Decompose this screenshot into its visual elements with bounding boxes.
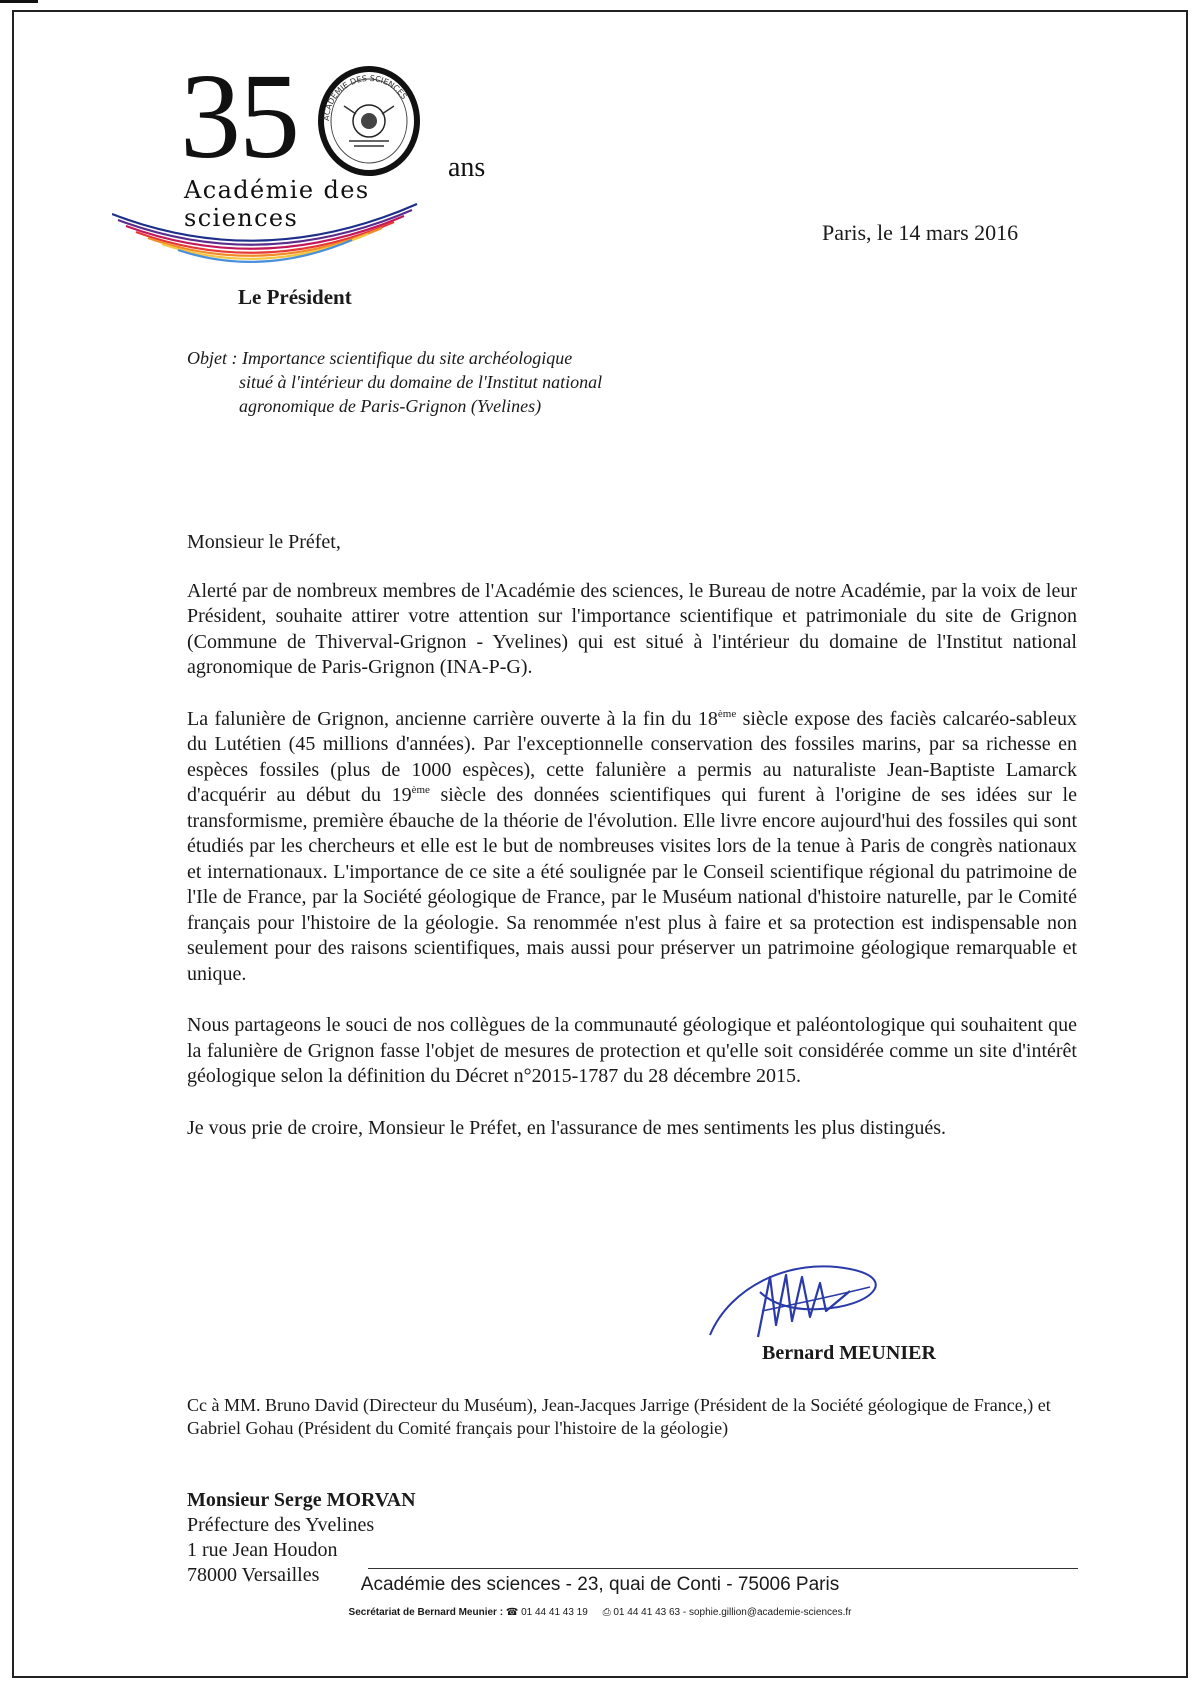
subject-line-1: Importance scientifique du site archéologique (241, 348, 573, 368)
subject-line-3: agronomique de Paris-Grignon (Yvelines) (239, 396, 542, 416)
paragraph-1: Alerté par de nombreux membres de l'Académie des sciences, le Bureau de notre Académie, par la voix de leur Président, souhaite attirer votre attention sur l'importance scientifique et patrimoniale du site de Grignon (Commune de Thiverval-Grignon - Yvelines) qui est situé à l'intérieur du domaine de l'Institut national agronomique de Paris-Grignon (INA-P-G). (187, 579, 1077, 678)
superscript-eme-1: ème (717, 707, 737, 720)
secretariat-email[interactable]: sophie.gillion@academie-sciences.fr (689, 1607, 852, 1618)
handwritten-signature (700, 1247, 920, 1357)
letter-date: Paris, le 14 mars 2016 (822, 220, 1019, 245)
paragraph-2-part-a: La falunière de Grignon, ancienne carrière ouverte à la fin du 18 (187, 707, 718, 730)
recipient-name: Monsieur Serge MORVAN (187, 1489, 416, 1511)
paragraph-3: Nous partageons le souci de nos collègues de la communauté géologique et paléontologique qui souhaitent que la falunière de Grignon fasse l'objet de mesures de protection et qu'elle soit considérée comme un site d'intérêt géologique selon la définition du Décret n°2015-1787 du 28 décembre 2015. (187, 1014, 1077, 1087)
paragraph-2-part-b: siècle expose des faciès calcaréo-sableux du Lutétien (45 millions d'années). Par l'exceptionnelle conservation des fossiles marins, par sa richesse en espèces fossiles (plus de 1000 espèces), cette falunière a permis au naturaliste Jean-Baptiste Lamarck d'acquérir au début du 19 (187, 707, 1077, 806)
logo-swoosh-icon (112, 202, 432, 272)
scan-corner-mark (0, 0, 38, 17)
logo-suffix: ans (448, 152, 486, 183)
logo-academy-name: Académie des sciences (184, 176, 370, 232)
recipient-line-2: 1 rue Jean Houdon (187, 1539, 338, 1561)
greeting: Monsieur le Préfet, (187, 531, 341, 553)
secretariat-label: Secrétariat de Bernard Meunier : (348, 1607, 504, 1618)
recipient-address (187, 1488, 416, 1588)
paragraph-2-part-c: siècle des données scientifiques qui furent à l'origine de ses idées sur le transformisme, première ébauche de la théorie de l'évolution. Elle livre encore aujourd'hui des fossiles qui sont étudiés par les chercheurs et elle est le but de nombreuses visites lors de la tenue à Paris de congrès nationaux et internationaux. L'importance de ce site a été soulignée par le Conseil scientifique régional du patrimoine de l'Ile de France, par la Société géologique de France, par le Muséum national d'histoire naturelle, par le Comité français pour l'histoire de la géologie. Sa renommée n'est plus à faire et sa protection est indispensable non seulement pour des raisons scientifiques, mais aussi pour préserver un patrimoine géologique remarquable et unique. (187, 784, 1077, 985)
subject-block (187, 346, 602, 418)
signatory-title: Le Président (238, 285, 352, 309)
academie-seal-icon (314, 66, 424, 176)
recipient-line-3: 78000 Versailles (187, 1564, 320, 1586)
footer-divider (368, 1568, 1078, 1569)
footer-contact: Secrétariat de Bernard Meunier : ☎ 01 44 41 43 19 ⎙ 01 44 41 43 63 - sophie.gillion@academie-sciences.fr (348, 1607, 852, 1618)
fax-number: 01 44 41 43 63 (613, 1607, 681, 1618)
subject-line-2: situé à l'intérieur du domaine de l'Institut national (239, 372, 603, 392)
logo-number: 35 (180, 49, 298, 184)
svg-text:ACADÉMIE DES SCIENCES: ACADÉMIE DES SCIENCES (321, 73, 409, 122)
fax-icon: ⎙ (602, 1607, 611, 1618)
phone-icon: ☎ (505, 1607, 519, 1618)
letter-body (187, 530, 1077, 1167)
superscript-eme-2: ème (411, 784, 430, 796)
closing-formula: Je vous prie de croire, Monsieur le Préfet, en l'assurance de mes sentiments les plus distingués. (187, 1116, 946, 1139)
carbon-copy-line: Cc à MM. Bruno David (Directeur du Muséum), Jean-Jacques Jarrige (Président de la Société géologique de France,) et Gabriel Gohau (Président du Comité français pour l'histoire de la géologie) (187, 1395, 1051, 1438)
signer-name: Bernard MEUNIER (762, 1342, 936, 1364)
paragraph-2 (187, 707, 1077, 988)
phone-number: 01 44 41 43 19 (521, 1607, 588, 1618)
academie-350-logo (112, 49, 486, 302)
recipient-line-1: Préfecture des Yvelines (187, 1514, 375, 1536)
subject-label: Objet : (187, 348, 238, 368)
footer-address: Académie des sciences - 23, quai de Conti - 75006 Paris (360, 1574, 840, 1595)
